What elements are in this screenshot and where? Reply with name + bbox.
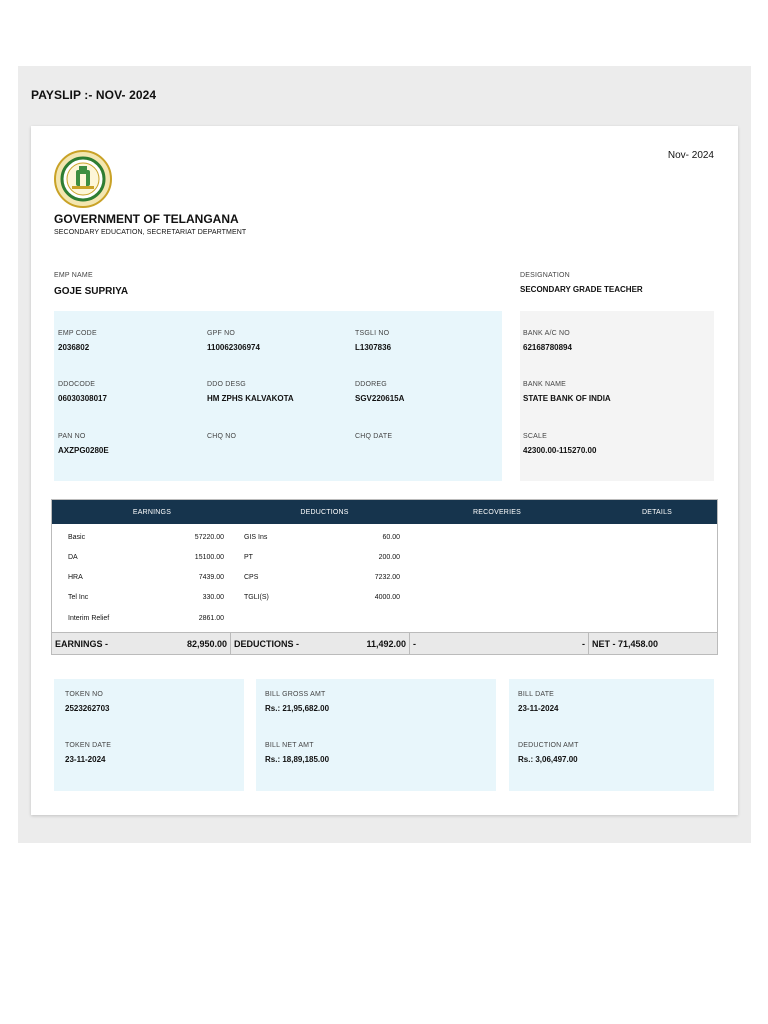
employee-name-field	[54, 272, 128, 297]
deduction-amount: 200.00	[378, 554, 400, 561]
designation-label: DESIGNATION	[520, 272, 570, 279]
detail-bank-account	[523, 330, 572, 352]
bill-label: BILL DATE	[518, 691, 555, 698]
detail-value: L1307836	[355, 343, 392, 352]
detail-ddo-code	[58, 381, 107, 403]
earning-name: Tel Inc	[68, 594, 89, 601]
detail-label: DDOCODE	[58, 381, 96, 388]
bill-token-date	[65, 742, 111, 764]
detail-label: GPF NO	[207, 330, 236, 337]
detail-value: HM ZPHS KALVAKOTA	[207, 394, 294, 403]
detail-label: DDOREG	[355, 381, 387, 388]
recoveries-total-value: -	[582, 638, 585, 649]
detail-label: TSGLI NO	[355, 330, 390, 337]
earning-amount: 330.00	[202, 594, 224, 601]
detail-tsgli-no	[355, 330, 391, 352]
bill-amount-box	[256, 679, 496, 791]
employee-name-label: EMP NAME	[54, 272, 93, 279]
net-total: NET - 71,458.00	[592, 638, 659, 649]
telangana-emblem-icon	[54, 150, 112, 208]
deductions-total	[231, 633, 410, 655]
payslip-month: Nov- 2024	[667, 150, 714, 161]
recoveries-total-label: -	[413, 638, 416, 649]
pay-table-body	[52, 524, 717, 632]
deduction-amount: 4000.00	[374, 594, 400, 601]
bill-value: 2523262703	[65, 704, 110, 713]
detail-scale	[523, 433, 596, 455]
detail-value: AXZPG0280E	[58, 446, 109, 455]
bill-value: 23-11-2024	[65, 755, 106, 764]
page-heading: PAYSLIP :- NOV- 2024	[31, 88, 157, 102]
bill-value: 23-11-2024	[518, 704, 559, 713]
earning-amount: 7439.00	[198, 574, 224, 581]
bill-label: BILL GROSS AMT	[265, 691, 326, 698]
deduction-amount: 7232.00	[374, 574, 400, 581]
bank-details-box	[520, 311, 714, 481]
deduction-name: GIS Ins	[244, 534, 268, 541]
bill-gross-amt	[265, 691, 329, 713]
bill-token-no	[65, 691, 110, 713]
bill-net-amt	[265, 742, 329, 764]
employee-details-box	[54, 311, 502, 481]
header-earnings: EARNINGS	[132, 508, 172, 516]
earnings-total-label: EARNINGS -	[55, 638, 109, 649]
detail-chq-no	[207, 433, 236, 446]
earnings-total	[52, 633, 231, 655]
deductions-total-value: 11,492.00	[366, 638, 406, 649]
detail-value: 62168780894	[523, 343, 572, 352]
earning-name: Interim Relief	[68, 615, 110, 622]
detail-label: CHQ NO	[207, 433, 237, 440]
deduction-name: CPS	[244, 574, 259, 581]
detail-label: CHQ DATE	[355, 433, 393, 440]
detail-value: SGV220615A	[355, 394, 405, 403]
header-recoveries: RECOVERIES	[473, 508, 521, 516]
detail-gpf-no	[207, 330, 260, 352]
earnings-total-value: 82,950.00	[186, 638, 227, 649]
pay-table	[51, 499, 718, 655]
bill-date	[518, 691, 558, 713]
bill-date-box	[509, 679, 714, 791]
payslip-card	[31, 126, 738, 815]
detail-label: EMP CODE	[58, 330, 97, 337]
earning-name: HRA	[68, 574, 83, 581]
detail-label: PAN NO	[58, 433, 86, 440]
pay-table-header	[52, 500, 717, 524]
designation-value: SECONDARY GRADE TEACHER	[520, 285, 643, 294]
header-deductions: DEDUCTIONS	[300, 508, 349, 516]
detail-label: BANK A/C NO	[523, 330, 570, 337]
deduction-name: TGLI(S)	[244, 594, 269, 601]
detail-label: DDO DESG	[207, 381, 246, 388]
earning-name: Basic	[68, 534, 86, 541]
detail-emp-code	[58, 330, 97, 352]
recoveries-total	[410, 633, 589, 655]
employee-name: GOJE SUPRIYA	[54, 286, 129, 297]
detail-ddo-desg	[207, 381, 294, 403]
bill-label: TOKEN DATE	[65, 742, 112, 749]
detail-chq-date	[355, 433, 392, 446]
designation-field	[520, 272, 643, 294]
earning-amount: 57220.00	[194, 534, 224, 541]
detail-label: SCALE	[523, 433, 547, 440]
bill-value: Rs.: 3,06,497.00	[518, 755, 578, 764]
detail-pan-no	[58, 433, 109, 455]
detail-value: 42300.00-115270.00	[523, 446, 597, 455]
deductions-total-label: DEDUCTIONS -	[234, 638, 299, 649]
header-details: DETAILS	[641, 508, 673, 516]
earning-amount: 15100.00	[194, 554, 224, 561]
detail-ddo-reg	[355, 381, 404, 403]
payslip-container	[18, 66, 751, 843]
detail-value: 110062306974	[207, 343, 260, 352]
deduction-amount: 60.00	[382, 534, 400, 541]
detail-bank-name	[523, 381, 611, 403]
detail-value: 2036802	[58, 343, 90, 352]
detail-value: 06030308017	[58, 394, 107, 403]
bill-value: Rs.: 21,95,682.00	[265, 704, 330, 713]
token-box	[54, 679, 244, 791]
bill-label: BILL NET AMT	[265, 742, 314, 749]
detail-label: BANK NAME	[523, 381, 567, 388]
government-title: GOVERNMENT OF TELANGANA	[54, 212, 239, 226]
bill-deduction-amt	[518, 742, 579, 764]
earning-name: DA	[68, 554, 78, 561]
bill-label: TOKEN NO	[65, 691, 104, 698]
pay-table-totals	[52, 632, 717, 654]
bill-value: Rs.: 18,89,185.00	[265, 755, 330, 764]
earning-amount: 2861.00	[198, 615, 224, 622]
deduction-name: PT	[244, 554, 253, 561]
department-subtitle: SECONDARY EDUCATION, SECRETARIAT DEPARTMENT	[54, 229, 247, 236]
detail-value: STATE BANK OF INDIA	[523, 394, 611, 403]
bill-label: DEDUCTION AMT	[518, 742, 579, 749]
